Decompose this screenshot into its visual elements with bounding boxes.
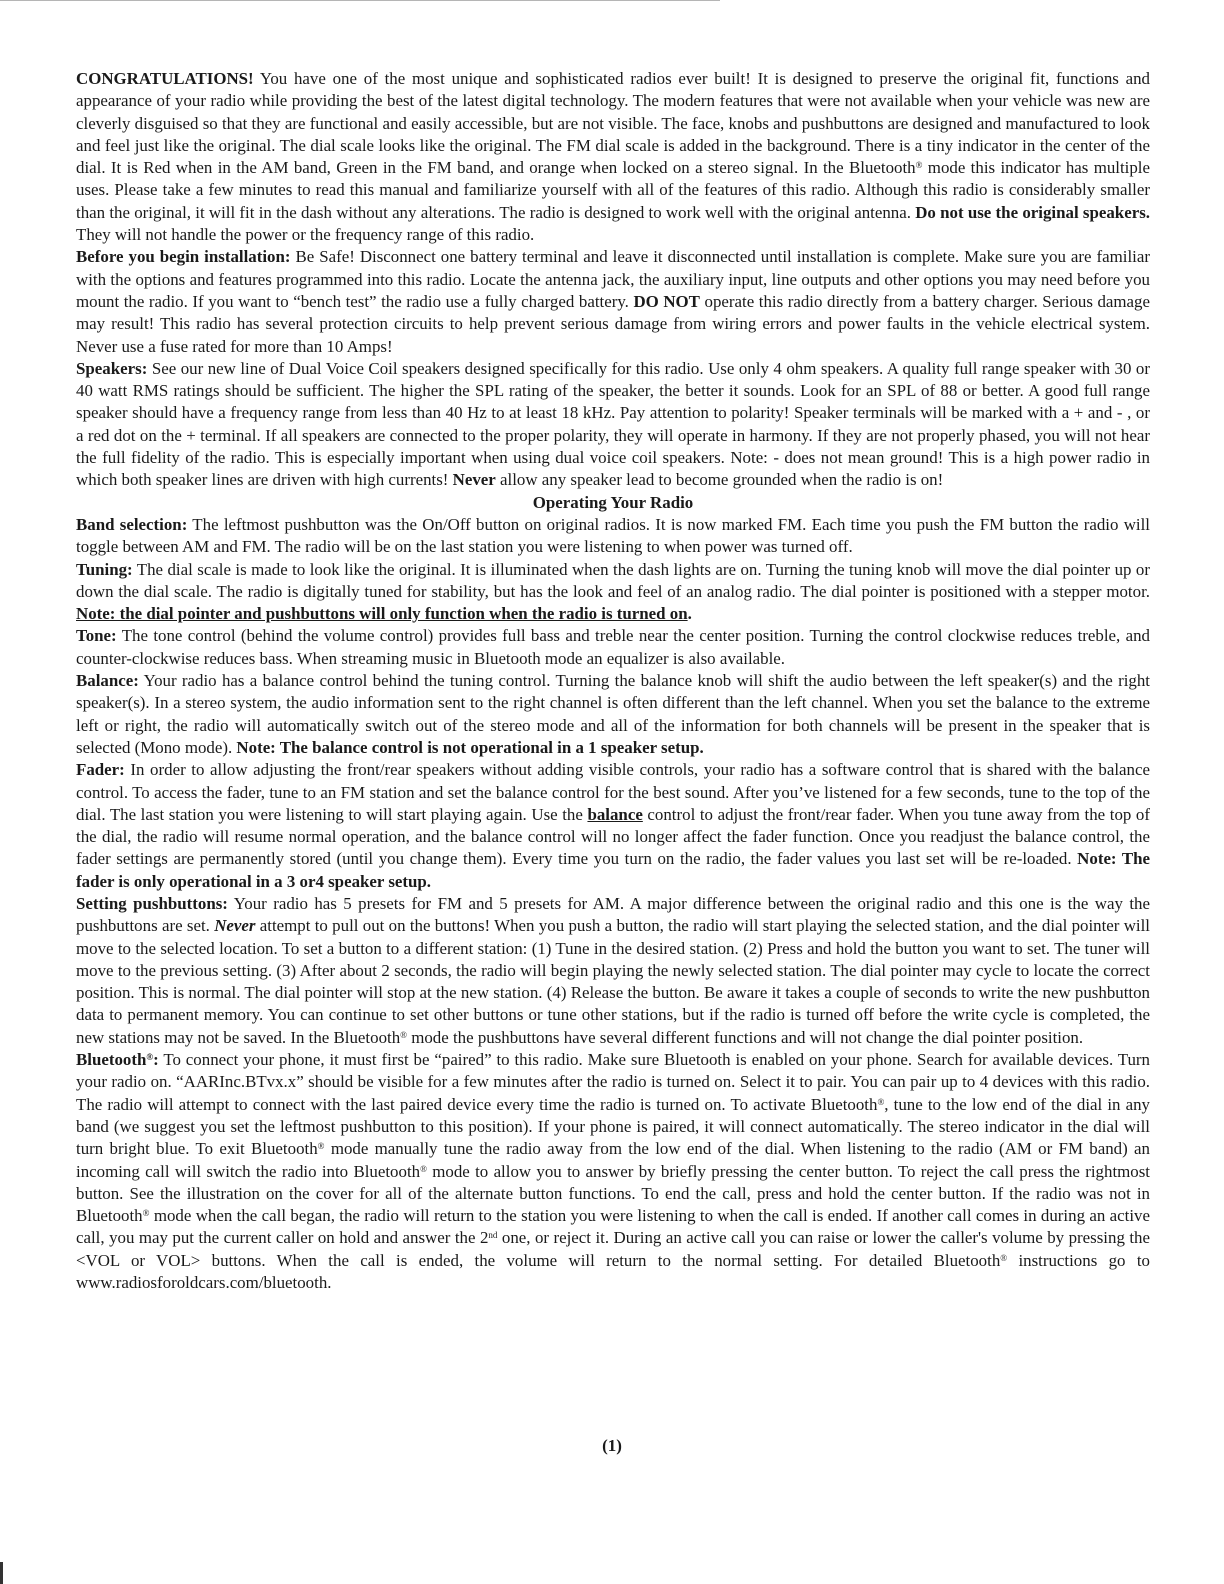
bluetooth-text-2: , tune to the low end of the dial in any band (we suggest you set the leftmost pushbutton to this position). If your phone is paired, it will connect automatically. The stereo indicator in the dial will turn bright blue. To exit Bluetooth <box>76 1094 1150 1159</box>
before-warning: DO NOT <box>633 291 700 311</box>
tuning-heading: Tuning: <box>76 559 133 579</box>
fader-paragraph <box>76 759 1150 893</box>
scan-edge-mark <box>0 1562 3 1584</box>
speakers-warning: Never <box>452 470 496 490</box>
registered-mark: ® <box>877 1096 885 1107</box>
speakers-text-1: See our new line of Dual Voice Coil speakers designed specifically for this radio. Use only 4 ohm speakers. A quality full range speaker with 30 or 40 watt RMS ratings should be sufficient. The higher the SPL rating of the speaker, the better it sounds. Look for an SPL of 88 or better. A good full range speaker should have a frequency range from less than 40 Hz to at least 18 kHz. Pay attention to polarity! Speaker terminals will be marked with a + and - , or a red dot on the + terminal. If all speakers are connected to the proper polarity, they will operate in harmony. If they are not properly phased, you will not hear the full fidelity of the radio. This is especially important when using dual voice coil speakers. Note: - does not mean ground! This is a high power radio in which both speaker lines are driven with high currents! <box>76 358 1150 490</box>
speakers-text-2: allow any speaker lead to become grounded when the radio is on! <box>495 470 944 490</box>
intro-warning: Do not use the original speakers. <box>915 202 1150 222</box>
scan-top-line <box>0 0 720 1</box>
fader-heading: Fader: <box>76 760 125 780</box>
registered-mark: ® <box>400 1029 407 1040</box>
section-heading: Operating Your Radio <box>532 492 694 512</box>
tuning-note: Note: the dial pointer and pushbuttons will only function when the radio is turned on <box>76 604 688 624</box>
pushbuttons-heading: Setting pushbuttons: <box>76 893 228 913</box>
ordinal-suffix: nd <box>488 1230 498 1241</box>
intro-lead: CONGRATULATIONS! <box>76 69 254 88</box>
before-text-1: Be Safe! Disconnect one battery terminal and leave it disconnected until installation is complete. Make sure you are familiar with the options and features programmed into this radio. Locate the antenna jack, the auxiliary input, line outputs and other options you may need before you mount the radio. If you want to “bench test” the radio use a fully charged battery. <box>76 247 1150 311</box>
balance-note: Note: The balance control is not operational in a 1 speaker setup. <box>236 737 704 757</box>
balance-heading: Balance: <box>76 671 139 691</box>
tone-heading: Tone: <box>76 626 117 646</box>
bluetooth-heading-colon: : <box>153 1050 159 1070</box>
before-installation-paragraph <box>76 246 1150 357</box>
band-selection-paragraph <box>76 514 1150 559</box>
balance-paragraph <box>76 670 1150 759</box>
registered-mark: ® <box>420 1163 427 1174</box>
bluetooth-heading-text: Bluetooth <box>76 1050 147 1070</box>
bluetooth-paragraph <box>76 1049 1150 1294</box>
tuning-note-period: . <box>687 604 692 624</box>
pushbuttons-text-3: mode the pushbuttons have several different functions and will not change the dial pointer position. <box>407 1027 1084 1047</box>
manual-page-body <box>76 68 1150 1294</box>
bluetooth-text-6: one, or reject it. During an active call you can raise or lower the caller's volume by pressing the <VOL or VOL> buttons. When the call is ended, the volume will return to the normal setting. For detailed Bluetooth <box>76 1228 1150 1270</box>
page-number: (1) <box>602 1436 622 1455</box>
tuning-text: The dial scale is made to look like the original. It is illuminated when the dash lights are on. Turning the tuning knob will move the dial pointer up or down the dial scale. The radio is digitally tuned for stability, but has the look and feel of an analog radio. The dial pointer is positioned with a stepper motor. <box>76 559 1150 601</box>
bluetooth-text-7: instructions go to www.radiosforoldcars.com/bluetooth. <box>76 1250 1150 1293</box>
pushbuttons-text-1: Your radio has 5 presets for FM and 5 presets for AM. A major difference between the original radio and this one is the way the pushbuttons are set. <box>76 893 1150 936</box>
fader-balance-emphasis: balance <box>587 804 643 824</box>
before-text-2: operate this radio directly from a battery charger. Serious damage may result! This radio has several protection circuits to help prevent serious damage from wiring errors and power faults in the vehicle electrical system. Never use a fuse rated for more than 10 Amps! <box>76 291 1150 356</box>
bluetooth-text-4: mode to allow you to answer by briefly pressing the center button. To reject the call press the rightmost button. See the illustration on the cover for all of the alternate button functions. To end the call, press and hold the center button. If the radio was not in Bluetooth <box>76 1161 1150 1226</box>
bluetooth-text-5: mode when the call began, the radio will return to the station you were listening to when the call is ended. If another call comes in during an active call, you may put the current caller on hold and answer the 2 <box>76 1206 1150 1248</box>
balance-text: Your radio has a balance control behind the tuning control. Turning the balance knob will shift the audio between the left speaker(s) and the right speaker(s). In a stereo system, the audio information sent to the right channel is often different than the left channel. When you set the balance to the extreme left or right, the radio will automatically switch out of the stereo mode and all of the information for both channels will be present in the speaker that is selected (Mono mode). <box>76 671 1150 757</box>
band-selection-heading: Band selection: <box>76 514 188 534</box>
bluetooth-text-1: To connect your phone, it must first be “paired” to this radio. Make sure Bluetooth is enabled on your phone. Search for available devices. Turn your radio on. “AARInc.BTvx.x” should be visible for a few minutes after the radio is turned on. Select it to pair. You can pair up to 4 devices with this radio. The radio will attempt to connect with the last paired device every time the radio is turned on. To activate Bluetooth <box>76 1050 1150 1114</box>
pushbuttons-never: Never <box>214 916 256 936</box>
pushbuttons-text-2: attempt to pull out on the buttons! When you push a button, the radio will start playing the selected station, and the dial pointer will move to the selected location. To set a button to a different station: (1) Tune in the desired station. (2) Press and hold the button you want to set. The tuner will move to the previous setting. (3) After about 2 seconds, the radio will begin playing the newly selected station. The dial pointer may cycle to locate the correct position. This is normal. The dial pointer will stop at the new station. (4) Release the button. Be aware it takes a couple of seconds to write the new pushbutton data to permanent memory. You can continue to set other buttons or tune other stations, but if the radio is turned off before the write cycle is completed, the new stations may not be saved. In the Bluetooth <box>76 916 1150 1047</box>
tone-text: The tone control (behind the volume control) provides full bass and treble near the center position. Turning the control clockwise reduces treble, and counter-clockwise reduces bass. When streaming music in Bluetooth mode an equalizer is also available. <box>76 626 1150 668</box>
tone-paragraph <box>76 625 1150 670</box>
registered-mark: ® <box>317 1141 325 1152</box>
intro-text-1: You have one of the most unique and sophisticated radios ever built! It is designed to preserve the original fit, functions and appearance of your radio while providing the best of the latest digital technology. The modern features that were not available when your vehicle was new are cleverly disguised so that they are functional and easily accessible, but are not visible. The face, knobs and pushbuttons are designed and manufactured to look and feel just like the original. The dial scale looks like the original. The FM dial scale is added in the background. There is a tiny indicator in the center of the dial. It is Red when in the AM band, Green in the FM band, and orange when locked on a stereo signal. In the Bluetooth <box>76 69 1150 178</box>
registered-mark: ® <box>915 160 923 171</box>
pushbuttons-paragraph <box>76 893 1150 1049</box>
bluetooth-text-3: mode manually tune the radio away from the low end of the dial. When listening to the radio (AM or FM band) an incoming call will switch the radio into Bluetooth <box>76 1139 1150 1181</box>
registered-mark: ® <box>146 1052 154 1063</box>
registered-mark: ® <box>142 1208 150 1219</box>
tuning-paragraph <box>76 559 1150 626</box>
registered-mark: ® <box>1000 1252 1008 1263</box>
fader-note: Note: The fader is only operational in a 3 or4 speaker setup. <box>76 849 1150 891</box>
bluetooth-heading <box>76 1050 159 1069</box>
intro-paragraph <box>76 68 1150 246</box>
speakers-paragraph <box>76 358 1150 492</box>
intro-text-3: They will not handle the power or the frequency range of this radio. <box>76 225 535 245</box>
speakers-heading: Speakers: <box>76 358 148 378</box>
intro-text-2: mode this indicator has multiple uses. Please take a few minutes to read this manual and familiarize yourself with all of the features of this radio. Although this radio is considerably smaller than the original, it will fit in the dash without any alterations. The radio is designed to work well with the original antenna. <box>76 158 1150 222</box>
fader-text-2: control to adjust the front/rear fader. When you tune away from the top of the dial, the radio will resume normal operation, and the balance control will no longer affect the fader function. Once you readjust the balance control, the fader settings are permanently stored (until you change them). Every time you turn on the radio, the fader values you last set will be re-loaded. <box>76 804 1150 869</box>
before-installation-heading: Before you begin installation: <box>76 247 291 267</box>
fader-text-1: In order to allow adjusting the front/rear speakers without adding visible controls, your radio has a software control that is shared with the balance control. To access the fader, tune to an FM station and set the balance control for the best sound. After you’ve listened for a few seconds, tune to the top of the dial. The last station you were listening to will start playing again. Use the <box>76 760 1150 824</box>
band-text: The leftmost pushbutton was the On/Off button on original radios. It is now marked FM. Each time you push the FM button the radio will toggle between AM and FM. The radio will be on the last station you were listening to when power was turned off. <box>76 514 1151 557</box>
